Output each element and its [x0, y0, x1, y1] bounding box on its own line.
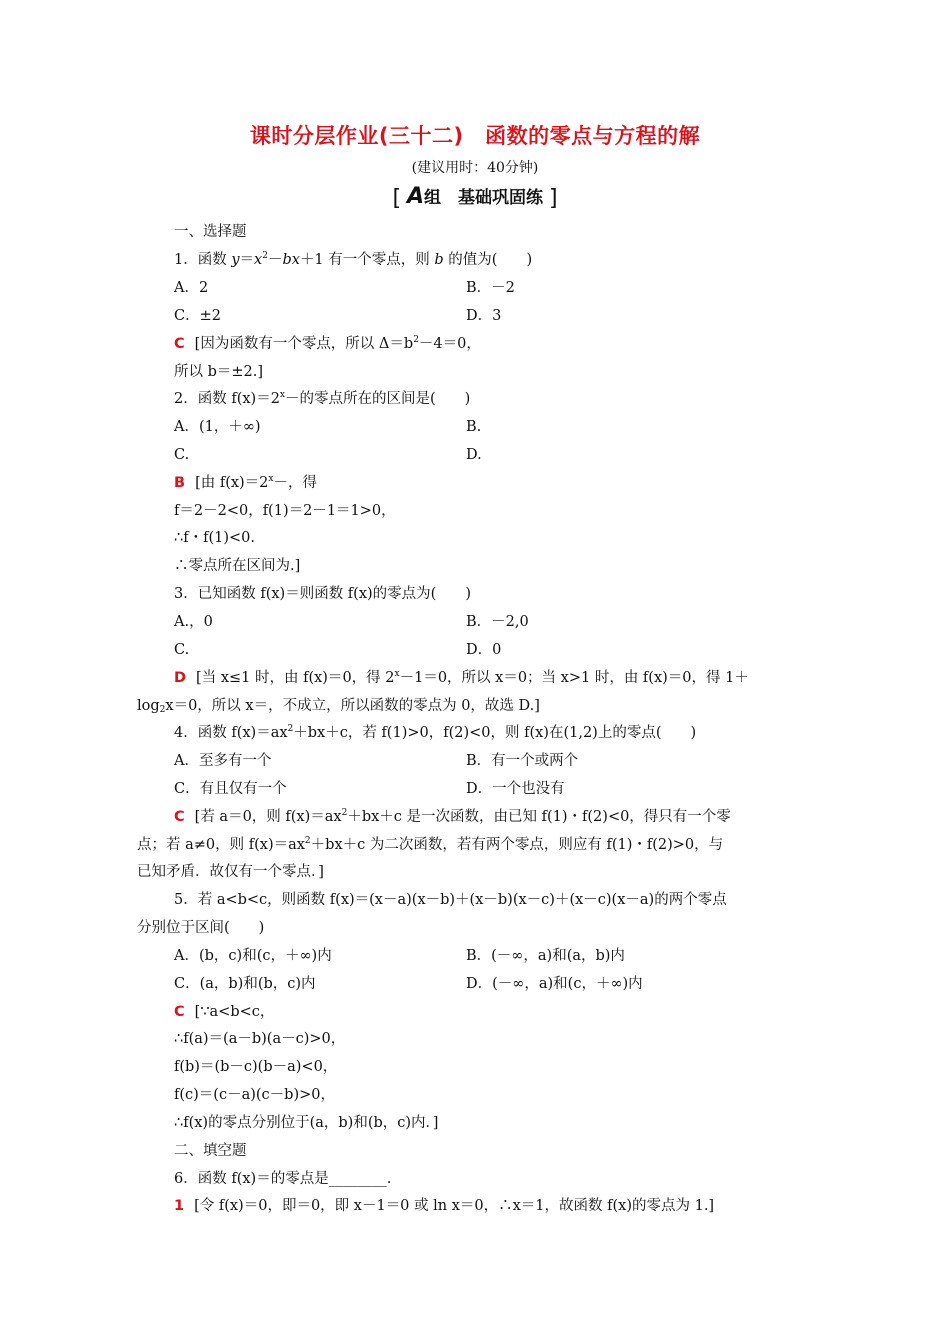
- question-stem: 5．若 a<b<c，则函数 f(x)＝(x－a)(x－b)＋(x－b)(x－c)＋(x－c)(x－a)的两个零点: [174, 892, 727, 908]
- answer-letter: D: [174, 670, 187, 686]
- option-b: B．－2,0: [466, 614, 529, 630]
- option-a: A．(1，＋∞): [174, 419, 261, 435]
- group-letter: A: [406, 184, 425, 209]
- explanation-line: f＝2－2<0，f(1)＝2－1＝1>0，: [174, 503, 396, 519]
- question-stem-cont: 分别位于区间( ): [137, 920, 265, 936]
- option-b: B．有一个或两个: [466, 753, 579, 769]
- option-b: B.: [466, 419, 482, 435]
- answer-explanation: D [当 x≤1 时，由 f(x)＝0，得 $2^x-1=0$，所以 x＝0；当 x>1 时，由 f(x)＝0，得 1＋: [174, 669, 749, 686]
- option-a: A．(b，c)和(c，＋∞)内: [174, 948, 332, 964]
- group-heading: [ A组 基础巩固练 ]: [392, 184, 558, 211]
- section-heading: 一、选择题: [174, 224, 247, 240]
- answer-explanation: B [由 $f(x)=2^x-$，得: [174, 474, 317, 491]
- answer-explanation: 1 [令 f(x)＝0，即＝0，即 x－1＝0 或 ln x＝0，∴x＝1，故函数 f(x)的零点为 1.]: [174, 1198, 715, 1214]
- option-b: B．(－∞，a)和(a，b)内: [466, 948, 625, 964]
- explanation-line: ∴f・f(1)<0.: [174, 530, 255, 546]
- page-title: 课时分层作业(三十二) 函数的零点与方程的解: [249, 124, 701, 148]
- explanation-line: $\log_2x=0$，所以 x＝，不成立，所以函数的零点为 0，故选 D.]: [137, 698, 540, 715]
- answer-letter: B: [174, 475, 186, 491]
- section-heading: 二、填空题: [174, 1143, 247, 1159]
- option-c: C.: [174, 642, 190, 658]
- option-c: C．(a，b)和(b，c)内: [174, 976, 316, 992]
- option-c: C．±2: [174, 308, 221, 324]
- question-stem: 2．函数 $f(x)=2^x-$的零点所在的区间是( ): [174, 390, 471, 407]
- option-a: A.，0: [174, 614, 213, 630]
- explanation-line: 所以 b＝±2.]: [174, 364, 264, 380]
- option-a: A．2: [174, 280, 209, 296]
- answer-letter: C: [174, 809, 185, 825]
- group-label: 组 基础巩固练: [424, 188, 544, 208]
- answer-letter: C: [174, 1004, 185, 1020]
- question-stem: 4．函数 $f(x)=ax^2+bx+c$，若 f(1)>0，f(2)<0，则 f(x)在(1,2)上的零点( ): [174, 724, 697, 741]
- option-d: D．(－∞，a)和(c，＋∞)内: [466, 976, 643, 992]
- question-stem: 1．函数 $y=x^2-bx+1$ 有一个零点，则 b 的值为( ): [174, 251, 533, 268]
- explanation-line: 点；若 a≠0，则 $f(x)=ax^2+bx+c$ 为二次函数，若有两个零点，则应有 f(1)・f(2)>0，与: [137, 836, 724, 853]
- time-suggestion: (建议用时：40分钟): [411, 160, 539, 176]
- explanation-line: ∴零点所在区间为.]: [174, 558, 301, 574]
- option-d: D.: [466, 447, 482, 463]
- explanation-line: f(b)＝(b－c)(b－a)<0，: [174, 1059, 338, 1075]
- answer-letter: C: [174, 336, 185, 352]
- question-stem: 6．函数 f(x)＝的零点是________.: [174, 1171, 392, 1187]
- explanation-line: ∴f(x)的零点分别位于(a，b)和(b，c)内．]: [174, 1115, 439, 1131]
- option-d: D．0: [466, 642, 502, 658]
- option-a: A．至多有一个: [174, 753, 272, 769]
- option-d: D．一个也没有: [466, 781, 565, 797]
- answer-explanation: C [∵a<b<c，: [174, 1004, 275, 1020]
- option-d: D．3: [466, 308, 502, 324]
- answer-value: 1: [174, 1198, 185, 1214]
- question-stem: 3．已知函数 f(x)＝则函数 f(x)的零点为( ): [174, 586, 471, 602]
- explanation-line: ∴f(a)＝(a－b)(a－c)>0，: [174, 1031, 346, 1047]
- answer-explanation: C [因为函数有一个零点，所以 $\Delta=b^2-4=0$，: [174, 335, 481, 352]
- option-c: C．有且仅有一个: [174, 781, 287, 797]
- answer-explanation: C [若 a＝0，则 $f(x)=ax^2+bx+c$ 是一次函数，由已知 f(1)・f(2)<0，得只有一个零: [174, 808, 731, 825]
- option-b: B．－2: [466, 280, 515, 296]
- explanation-line: 已知矛盾．故仅有一个零点．]: [137, 864, 324, 880]
- explanation-line: f(c)＝(c－a)(c－b)>0，: [174, 1087, 335, 1103]
- option-c: C.: [174, 447, 190, 463]
